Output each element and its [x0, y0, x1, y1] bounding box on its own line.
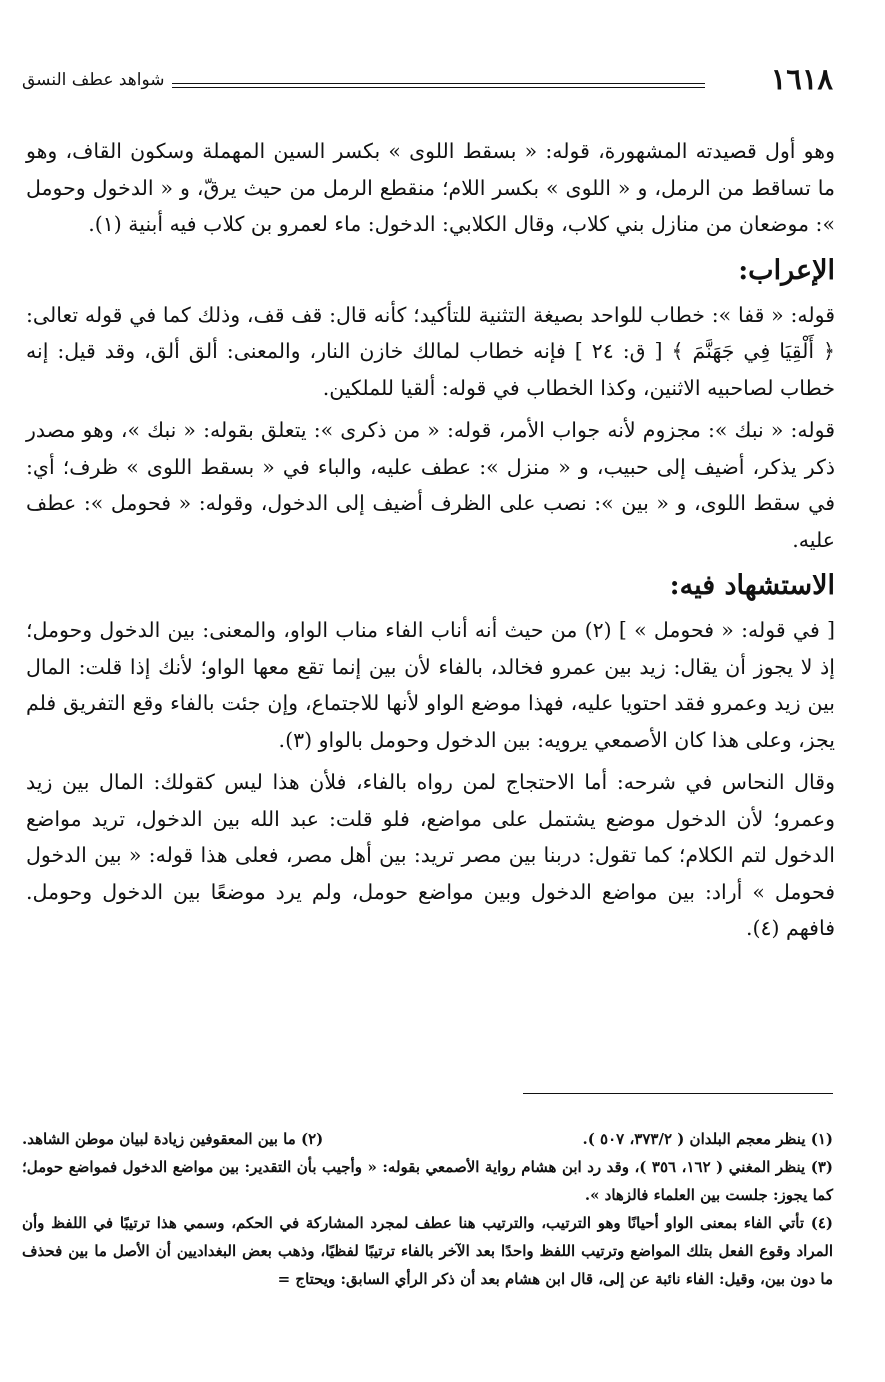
footnote-row — [22, 1125, 833, 1153]
header-rule — [172, 83, 705, 88]
footnote-1: (١) ينظر معجم البلدان ( ٣٧٣/٢، ٥٠٧ ). — [582, 1130, 833, 1148]
footnote-rule — [523, 1093, 833, 1094]
i3rab-paragraph-1: قوله: « قفا »: خطاب للواحد بصيغة التثنية للتأكيد؛ كأنه قال: قف قف، وذلك كما في قوله تعالى: ﴿ أَلْقِيَا فِي جَهَنَّمَ ﴾ [ ق: ٢٤ ] فإنه خطاب لمالك خازن النار، والمعنى: ألق ألق، وقد قيل: إنه خطاب لصاحبيه الاثنين، وكذا الخطاب في قوله: ألقيا للملكين. — [26, 302, 835, 400]
intro-paragraph: وهو أول قصيدته المشهورة، قوله: « بسقط اللوى » بكسر السين المهملة وسكون القاف، وهو ما تساقط من الرمل، و « اللوى » بكسر اللام؛ منقطع الرمل من حيث يرقّ، و « الدخول وحومل »: موضعان من منازل بني كلاب، وقال الكلابي: الدخول: ماء لعمرو بن كلاب فيه أبنية (١). — [26, 139, 835, 236]
istishhad-paragraph-2: وقال النحاس في شرحه: أما الاحتجاج لمن رواه بالفاء، فلأن هذا ليس كقولك: المال بين زيد وعمرو؛ لأن الدخول موضع يشتمل على مواضع، فلو قلت: عبد الله بين الدخول، تريد مواضع الدخول لتم الكلام؛ كما تقول: دربنا بين مصر تريد: بين أهل مصر، فعلى هذا قوله: « بين الدخول فحومل » أراد: بين مواضع الدخول وبين مواضع حومل، ولم يرد موضعًا بين الدخول وحومل. فافهم (٤). — [26, 770, 835, 940]
page-header — [22, 62, 833, 102]
main-text — [26, 133, 835, 953]
footnote-2: (٢) ما بين المعقوفين زيادة لبيان موطن الشاهد. — [22, 1130, 324, 1148]
istishhad-paragraph-1: [ في قوله: « فحومل » ] (٢) من حيث أنه أناب الفاء مناب الواو، والمعنى: بين الدخول وحومل؛ إذ لا يجوز أن يقال: زيد بين عمرو فخالد، بالفاء لأن بين إنما تقع معها الواو؛ لأنك إذا قلت: المال بين زيد وعمرو فقد احتويا عليه، فهذا موضع الواو لأنها للاجتماع، وإن جئت بالفاء وقع التفريق فلم يجز، وعلى هذا كان الأصمعي يرويه: بين الدخول وحومل بالواو (٣). — [26, 618, 835, 752]
i3rab-heading: الإعراب: — [738, 254, 835, 286]
istishhad-heading: الاستشهاد فيه: — [669, 570, 835, 601]
running-title: شواهد عطف النسق — [22, 70, 165, 90]
footnote-4: (٤) تأتي الفاء بمعنى الواو أحيانًا وهو الترتيب، والترتيب هنا عطف لمجرد المشاركة في الحكم، وسمي هذا ترتيبًا في اللفظ وأن المراد وقوع الفعل بتلك المواضع وترتيب اللفظ واحدًا بعد الآخر بالفاء ترتيبًا لفظيًا، وذهب بعض البغداديين أن الأصل ما بين فحذف ما دون بين، وقيل: الفاء نائبة عن إلى، قال ابن هشام بعد أن ذكر الرأي السابق: ويحتاج = — [22, 1214, 833, 1288]
page-number: ١٦١٨ — [770, 62, 833, 96]
i3rab-paragraph-2: قوله: « نبك »: مجزوم لأنه جواب الأمر، قوله: « من ذكرى »: يتعلق بقوله: « نبك »، وهو مصدر ذكر يذكر، أضيف إلى حبيب، و « منزل »: عطف عليه، والباء في « بسقط اللوى » ظرف؛ أي: في سقط اللوى، و « بين »: نصب على الظرف أضيف إلى الدخول، وقوله: « فحومل »: عطف عليه. — [26, 418, 835, 552]
footnote-3: (٣) ينظر المغني ( ١٦٢، ٣٥٦ )، وقد رد ابن هشام رواية الأصمعي بقوله: « وأجيب بأن التقدير: بين مواضع الدخول فمواضع حومل؛ كما يجوز: جلست بين العلماء فالزهاد ». — [22, 1158, 833, 1204]
